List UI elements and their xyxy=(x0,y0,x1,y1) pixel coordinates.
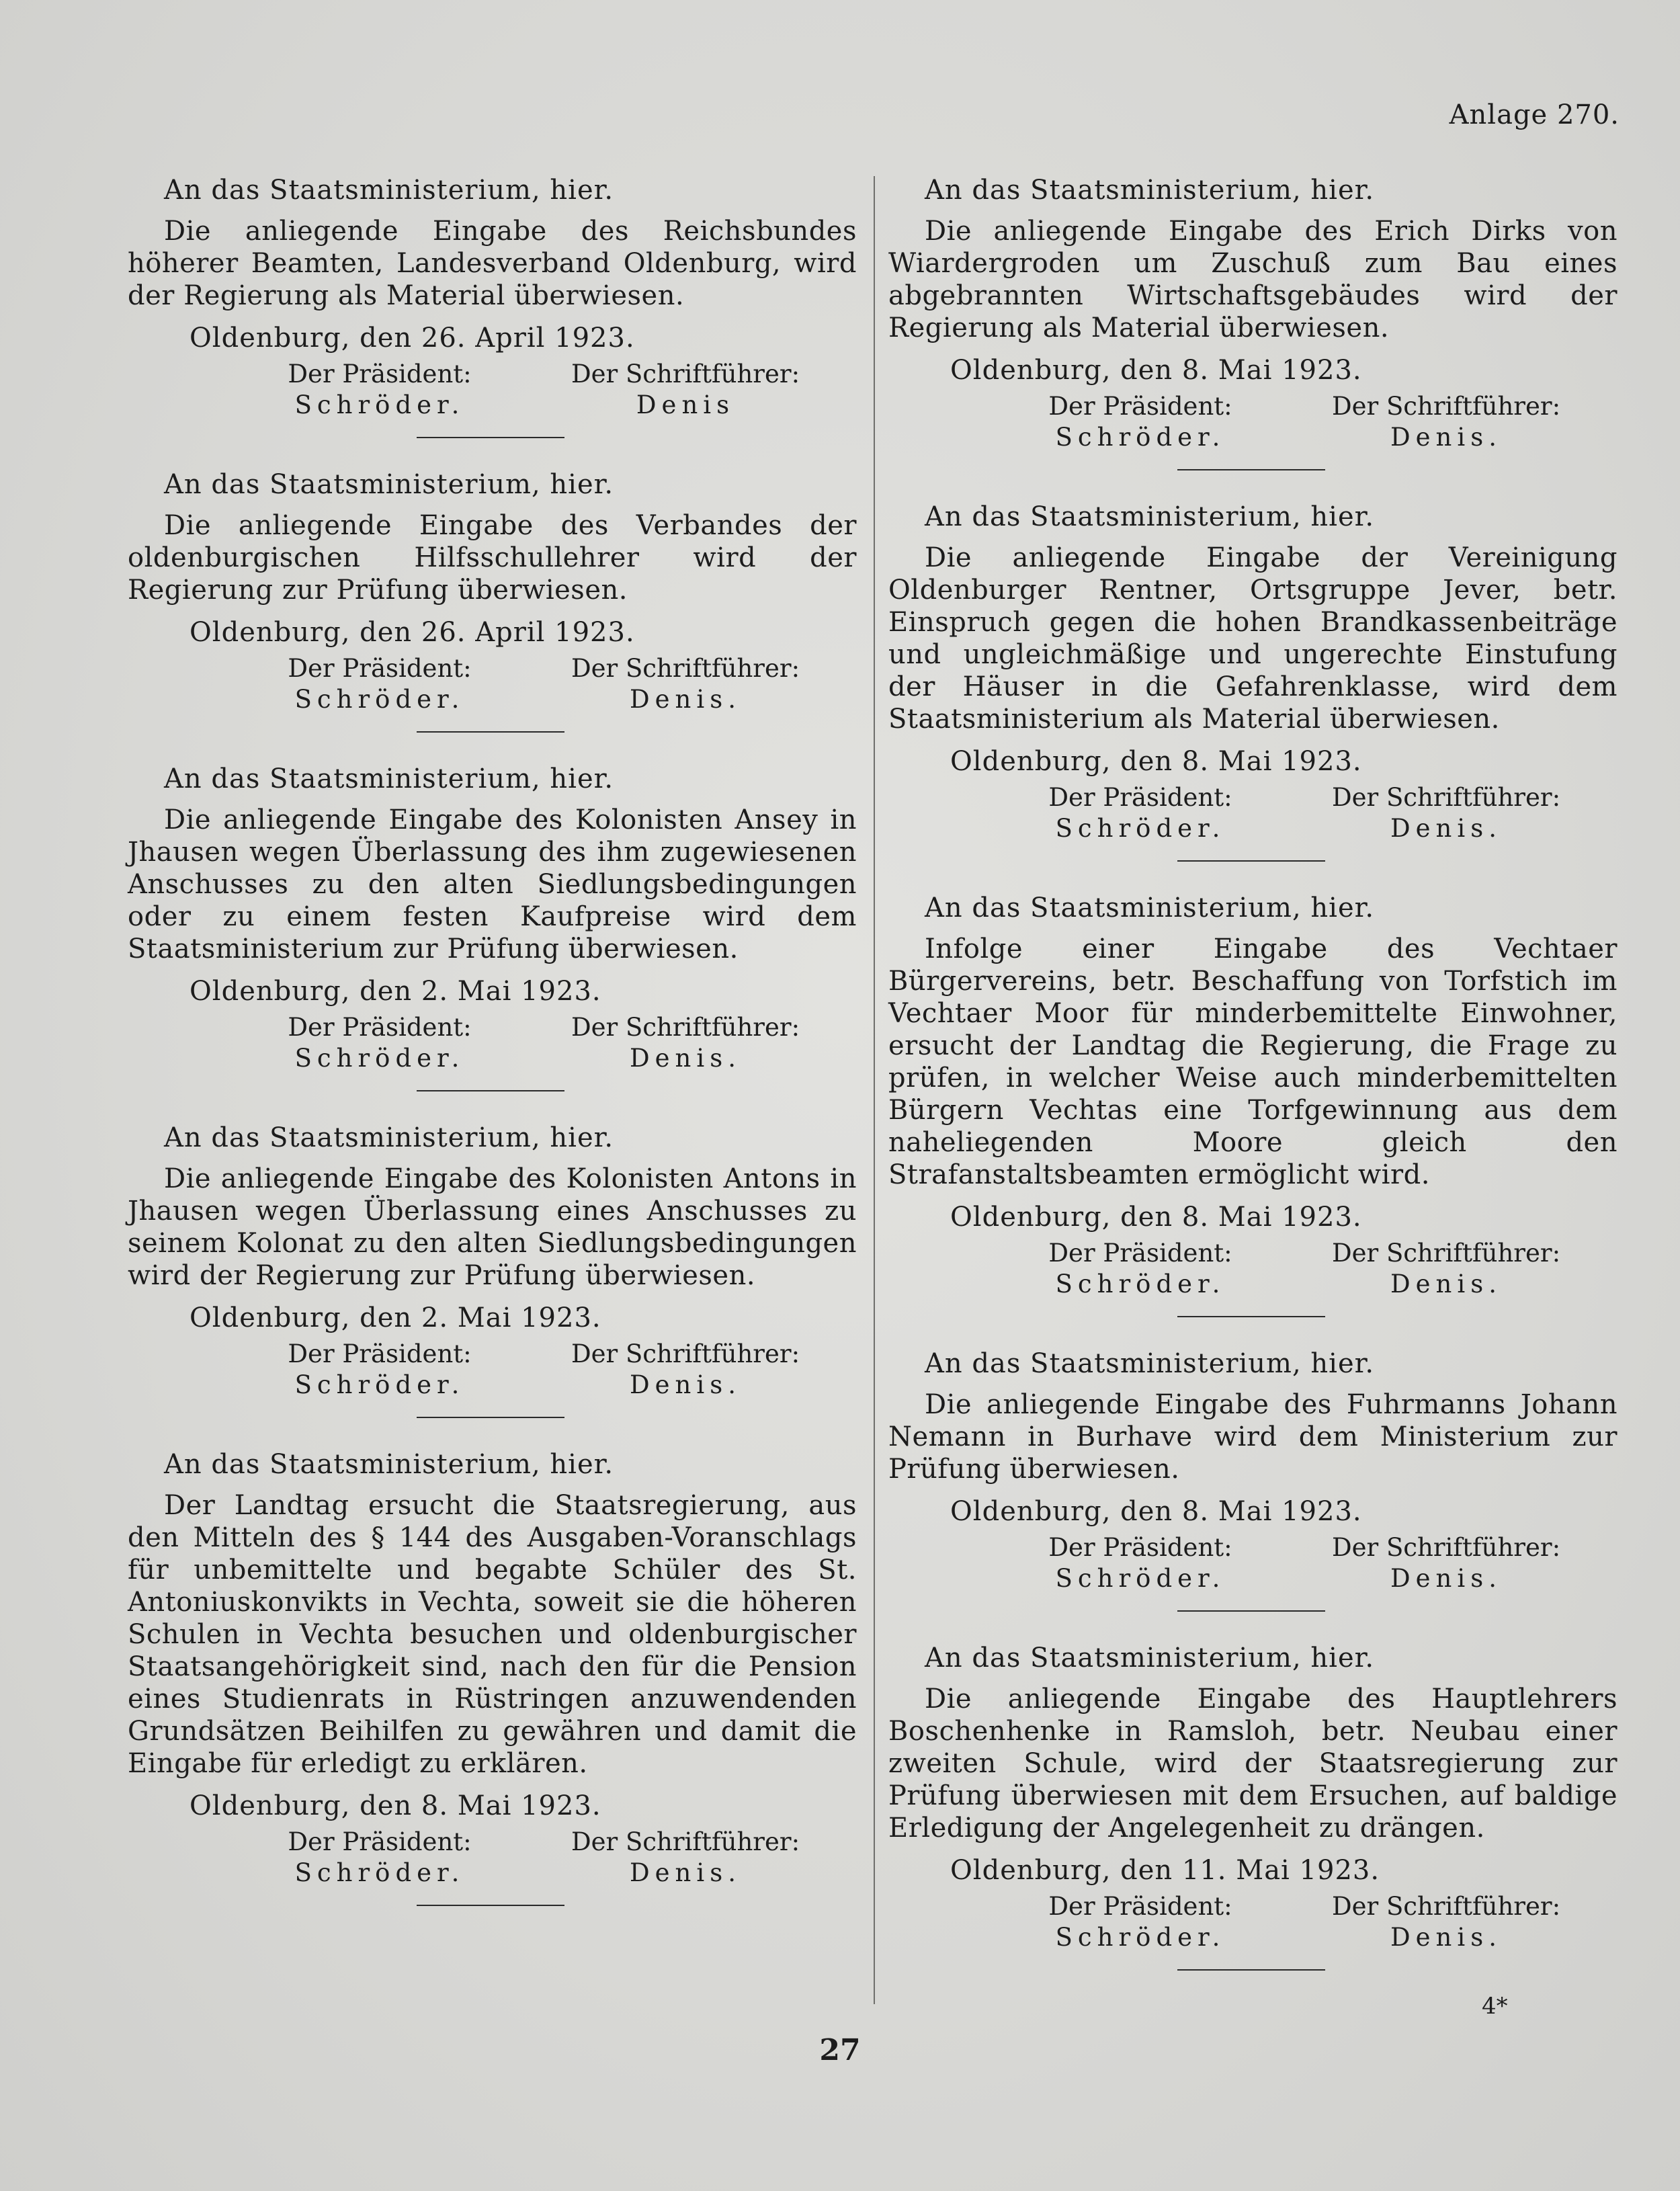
place-and-date: Oldenburg, den 2. Mai 1923. xyxy=(190,1303,601,1333)
separator-rule xyxy=(1177,1610,1325,1612)
signature-names-row xyxy=(128,684,857,715)
resolution-text: Die anliegende Eingabe des Fuhrmanns Johann Nemann in Burhave wird dem Ministerium zur Prüfung überwiesen. xyxy=(888,1389,1618,1485)
signature-names-row xyxy=(128,390,857,421)
president-label: Der Präsident: xyxy=(288,1339,472,1368)
resolution-entry xyxy=(888,1348,1618,1612)
resolution-entry xyxy=(128,763,857,1091)
secretary-label: Der Schriftführer: xyxy=(1331,783,1561,812)
place-and-date: Oldenburg, den 8. Mai 1923. xyxy=(950,1202,1362,1233)
resolution-text: Die anliegende Eingabe des Erich Dirks von Wiardergroden um Zuschuß zum Bau eines abgebrannten Wirtschaftsgebäudes wird der Regierung als Material überwiesen. xyxy=(888,216,1618,343)
president-label: Der Präsident: xyxy=(288,360,472,388)
secretary-label: Der Schriftführer: xyxy=(571,1339,800,1368)
recipient-address: An das Staatsministerium, hier. xyxy=(164,175,614,206)
secretary-label: Der Schriftführer: xyxy=(1331,1533,1561,1562)
separator-rule xyxy=(417,437,564,438)
separator-rule xyxy=(417,1090,564,1091)
signature-names-row xyxy=(128,1858,857,1889)
secretary-name: Denis. xyxy=(630,1858,741,1887)
resolution-text: Die anliegende Eingabe des Kolonisten Antons in Jhausen wegen Überlassung eines Anschusses zu seinem Kolonat zu den alten Siedlungsbedingungen wird der Regierung zur Prüfung überwiesen. xyxy=(128,1163,857,1291)
signature-names-row xyxy=(128,1370,857,1401)
resolution-text: Die anliegende Eingabe des Hauptlehrers Boschenhenke in Ramsloh, betr. Neubau einer zweiten Schule, wird der Staatsregierung zur Prüfung überwiesen mit dem Ersuchen, auf baldige Erledigung der Angelegenheit zu drängen. xyxy=(888,1684,1618,1844)
recipient-address: An das Staatsministerium, hier. xyxy=(164,1449,614,1480)
secretary-name: Denis. xyxy=(1390,1564,1502,1593)
president-name: Schröder. xyxy=(294,1858,465,1887)
resolution-entry xyxy=(128,469,857,733)
resolution-entry xyxy=(888,501,1618,862)
recipient-address: An das Staatsministerium, hier. xyxy=(925,1348,1375,1379)
place-and-date: Oldenburg, den 8. Mai 1923. xyxy=(950,746,1362,777)
place-and-date: Oldenburg, den 8. Mai 1923. xyxy=(190,1790,601,1821)
president-label: Der Präsident: xyxy=(1048,1239,1232,1268)
resolution-entry xyxy=(128,175,857,438)
annex-label: Anlage 270. xyxy=(1449,99,1620,130)
resolution-text: Infolge einer Eingabe des Vechtaer Bürgervereins, betr. Beschaffung von Torfstich im Vechtaer Moor für minderbemittelte Einwohner, ersucht der Landtag die Regierung, die Frage zu prüfen, in welcher Weise auch minderbemittelten Bürgern Vechtas eine Torfgewinnung aus dem naheliegenden Moore gleich den Strafanstaltsbeamten ermöglicht wird. xyxy=(888,934,1618,1190)
president-name: Schröder. xyxy=(294,390,465,419)
president-name: Schröder. xyxy=(1055,1923,1226,1952)
right-column xyxy=(888,175,1618,2001)
president-label: Der Präsident: xyxy=(288,1013,472,1042)
signature-labels-row xyxy=(128,359,857,390)
separator-rule xyxy=(1177,1316,1325,1317)
secretary-label: Der Schriftführer: xyxy=(571,360,800,388)
resolution-text: Die anliegende Eingabe des Verbandes der oldenburgischen Hilfsschullehrer wird der Regierung zur Prüfung überwiesen. xyxy=(128,510,857,606)
separator-rule xyxy=(1177,1969,1325,1971)
place-and-date: Oldenburg, den 2. Mai 1923. xyxy=(190,976,601,1007)
secretary-label: Der Schriftführer: xyxy=(571,1827,800,1856)
separator-rule xyxy=(1177,469,1325,470)
recipient-address: An das Staatsministerium, hier. xyxy=(164,763,614,794)
printer-signature-mark: 4* xyxy=(1482,1993,1508,2020)
resolution-entry xyxy=(128,1122,857,1418)
signature-names-row xyxy=(888,1269,1618,1300)
secretary-name: Denis. xyxy=(1390,1923,1502,1952)
signature-labels-row xyxy=(888,1532,1618,1563)
president-name: Schröder. xyxy=(294,685,465,714)
place-and-date: Oldenburg, den 26. April 1923. xyxy=(190,617,635,648)
separator-rule xyxy=(1177,860,1325,862)
signature-labels-row xyxy=(888,1891,1618,1922)
signature-names-row xyxy=(128,1043,857,1074)
recipient-address: An das Staatsministerium, hier. xyxy=(164,1122,614,1153)
president-name: Schröder. xyxy=(1055,814,1226,843)
president-label: Der Präsident: xyxy=(1048,783,1232,812)
signature-names-row xyxy=(888,1563,1618,1594)
president-name: Schröder. xyxy=(1055,423,1226,452)
president-name: Schröder. xyxy=(294,1370,465,1399)
resolution-entry xyxy=(128,1449,857,1906)
place-and-date: Oldenburg, den 26. April 1923. xyxy=(190,323,635,354)
signature-names-row xyxy=(888,422,1618,453)
secretary-name: Denis. xyxy=(630,1370,741,1399)
resolution-entry xyxy=(888,175,1618,470)
separator-rule xyxy=(417,731,564,733)
president-label: Der Präsident: xyxy=(1048,392,1232,421)
secretary-label: Der Schriftführer: xyxy=(1331,1239,1561,1268)
secretary-name: Denis xyxy=(636,390,735,419)
signature-names-row xyxy=(888,813,1618,844)
recipient-address: An das Staatsministerium, hier. xyxy=(164,469,614,500)
resolution-text: Die anliegende Eingabe des Reichsbundes höherer Beamten, Landesverband Oldenburg, wird der Regierung als Material überwiesen. xyxy=(128,216,857,311)
president-label: Der Präsident: xyxy=(1048,1533,1232,1562)
secretary-label: Der Schriftführer: xyxy=(1331,392,1561,421)
signature-labels-row xyxy=(128,1827,857,1858)
separator-rule xyxy=(417,1417,564,1418)
resolution-text: Der Landtag ersucht die Staatsregierung, aus den Mitteln des § 144 des Ausgaben-Voranschlags für unbemittelte und begabte Schüler des St. Antoniuskonvikts in Vechta, soweit sie die höheren Schulen in Vechta besuchen und oldenburgischer Staatsangehörigkeit sind, nach den für die Pension eines Studienrats in Rüstringen anzuwendenden Grundsätzen Beihilfen zu gewähren und damit die Eingabe für erledigt zu erklären. xyxy=(128,1490,857,1779)
signature-names-row xyxy=(888,1922,1618,1953)
place-and-date: Oldenburg, den 8. Mai 1923. xyxy=(950,1496,1362,1527)
recipient-address: An das Staatsministerium, hier. xyxy=(925,175,1375,206)
president-label: Der Präsident: xyxy=(1048,1892,1232,1921)
president-label: Der Präsident: xyxy=(288,1827,472,1856)
resolution-entry xyxy=(888,1643,1618,1971)
president-label: Der Präsident: xyxy=(288,654,472,683)
signature-labels-row xyxy=(888,782,1618,813)
place-and-date: Oldenburg, den 11. Mai 1923. xyxy=(950,1855,1380,1886)
separator-rule xyxy=(417,1905,564,1906)
signature-labels-row xyxy=(888,1238,1618,1269)
resolution-text: Die anliegende Eingabe der Vereinigung Oldenburger Rentner, Ortsgruppe Jever, betr. Einspruch gegen die hohen Brandkassenbeiträge und ungleichmäßige und ungerechte Einstufung der Häuser in die Gefahrenklasse, wird dem Staatsministerium als Material überwiesen. xyxy=(888,542,1618,735)
secretary-label: Der Schriftführer: xyxy=(1331,1892,1561,1921)
signature-labels-row xyxy=(128,1339,857,1370)
secretary-name: Denis. xyxy=(1390,1270,1502,1298)
president-name: Schröder. xyxy=(1055,1270,1226,1298)
resolution-entry xyxy=(888,893,1618,1317)
signature-labels-row xyxy=(128,653,857,684)
signature-labels-row xyxy=(888,391,1618,422)
secretary-label: Der Schriftführer: xyxy=(571,654,800,683)
recipient-address: An das Staatsministerium, hier. xyxy=(925,893,1375,923)
left-column xyxy=(128,175,857,1937)
secretary-name: Denis. xyxy=(630,685,741,714)
secretary-name: Denis. xyxy=(1390,423,1502,452)
secretary-name: Denis. xyxy=(630,1044,741,1073)
recipient-address: An das Staatsministerium, hier. xyxy=(925,1643,1375,1673)
signature-labels-row xyxy=(128,1012,857,1043)
page-number: 27 xyxy=(819,2033,861,2067)
secretary-name: Denis. xyxy=(1390,814,1502,843)
president-name: Schröder. xyxy=(294,1044,465,1073)
column-divider xyxy=(874,176,875,2004)
place-and-date: Oldenburg, den 8. Mai 1923. xyxy=(950,355,1362,386)
secretary-label: Der Schriftführer: xyxy=(571,1013,800,1042)
resolution-text: Die anliegende Eingabe des Kolonisten Ansey in Jhausen wegen Überlassung des ihm zugewiesenen Anschusses zu den alten Siedlungsbedingungen oder zu einem festen Kaufpreise wird dem Staatsministerium zur Prüfung überwiesen. xyxy=(128,804,857,964)
president-name: Schröder. xyxy=(1055,1564,1226,1593)
recipient-address: An das Staatsministerium, hier. xyxy=(925,501,1375,532)
